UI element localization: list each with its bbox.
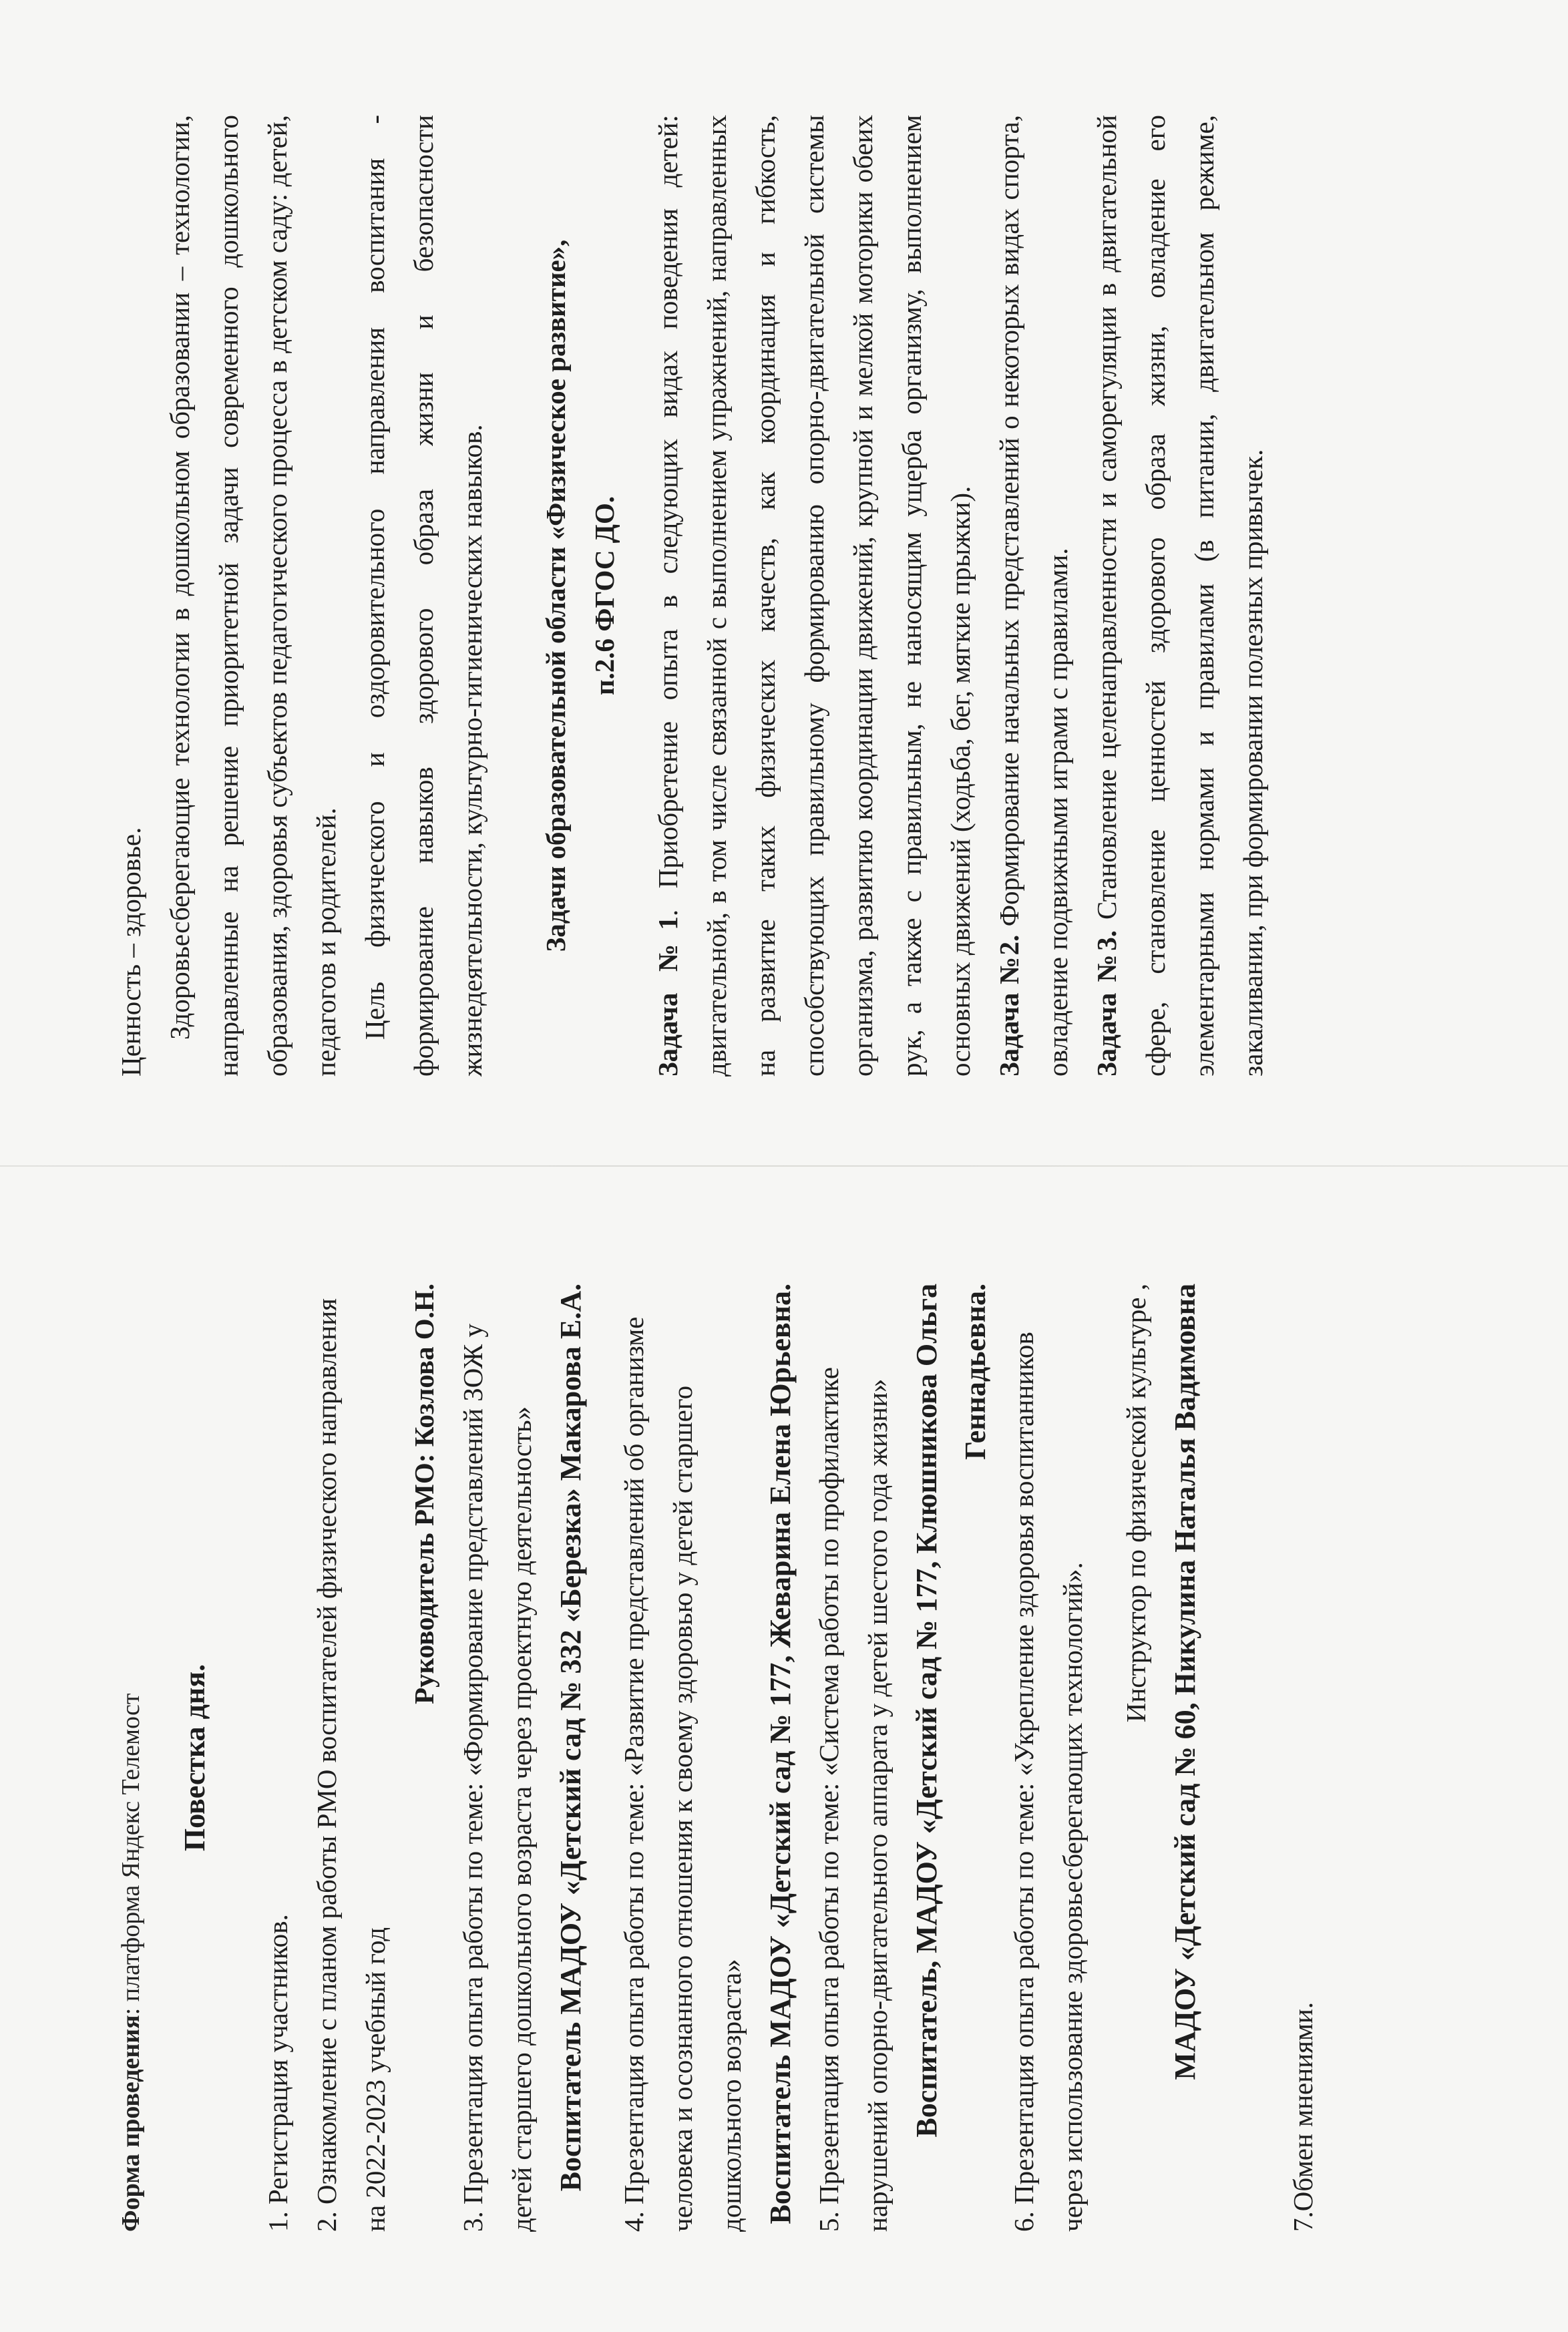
agenda-item-4: 4. Презентация опыта работы по теме: «Развитие представлений об организме человека и осознанного отношения к своему здоровью у детей старшего дошкольного возраста» (618, 1316, 747, 2232)
agenda-item-5: 5. Презентация опыта работы по теме: «Система работы по профилактике нарушений опорно-двигательного аппарата у детей шестого года жизни» (813, 1366, 893, 2232)
agenda-item-1: 1. Регистрация участников. (262, 1914, 293, 2232)
agenda-panel (107, 1284, 1328, 2232)
tasks-title-line-1: Задачи образовательной области «Физическое развитие», (540, 239, 571, 952)
tasks-title-line-2: п.2.6 ФГОС ДО. (589, 496, 620, 696)
task-3-label: Задача №3. (1091, 930, 1122, 1077)
task-1 (644, 115, 985, 1077)
agenda-item-6-speaker: МАДОУ «Детский сад № 60, Никулина Наталья Вадимовна (1169, 1284, 1201, 2080)
task-2 (985, 115, 1083, 1077)
agenda-item-3: 3. Презентация опыта работы по теме: «Формирование представлений ЗОЖ у детей старшего дошкольного возраста через проектную деятельность» (457, 1324, 537, 2232)
task-3-text: Становление целенаправленности и саморегуляции в двигательной сфере, становление ценностей здорового образа жизни, овладение его элементарными нормами и правилами (в питании, двигательном режиме, закаливании, при формировании полезных привычек. (1091, 115, 1268, 1077)
paragraph-goal: Цель физического и оздоровительного направления воспитания - формирование навыков здорового образа жизни и безопасности жизнедеятельности, культурно-гигиенических навыков. (359, 115, 487, 1077)
leader-name: : Козлова О.Н. (409, 1284, 439, 1463)
value-line: Ценность – здоровье. (116, 827, 146, 1077)
format-label: Форма проведения (117, 2015, 145, 2232)
task-1-text: . Приобретение опыта в следующих видах поведения детей: двигательной, в том числе связанной с выполнением упражнений, направленных на развитие таких физических качеств, как координация и гибкость, способствующих правильному формированию опорно-двигательной системы организма, развитию координации движений, крупной и мелкой моторики обеих рук, а также с правильным, не наносящим ущерба организму, выполнением основных движений (ходьба, бег, мягкие прыжки). (652, 114, 976, 1077)
agenda-item-6: 6. Презентация опыта работы по теме: «Укрепление здоровья воспитанников через использование здоровьесберегающих технологий». (1008, 1332, 1088, 2232)
format-line (107, 1284, 156, 2232)
agenda-item-6-role: Инструктор по физической культуре , (1121, 1284, 1151, 1723)
agenda-item-2-leader (400, 1284, 449, 2232)
fold-line (0, 1165, 1568, 1167)
paragraph-technologies: Здоровьесберегающие технологии в дошкольном образовании – технологии, направленные на решение приоритетной задачи современного дошкольного образования, здоровья субъектов педагогического процесса в детском саду: детей, педагогов и родителей. (164, 115, 341, 1077)
tasks-panel (107, 115, 1278, 1077)
agenda-item-2: 2. Ознакомление с планом работы РМО воспитателей физического направления на 2022-2023 учебный год (311, 1298, 391, 2232)
agenda-item-7: 7.Обмен мнениями. (1288, 2001, 1318, 2232)
agenda-item-3-speaker: Воспитатель МАДОУ «Детский сад № 332 «Березка» Макарова Е.А. (554, 1284, 587, 2192)
task-2-text: Формирование начальных представлений о некоторых видах спорта, овладение подвижными играми с правилами. (994, 115, 1073, 1077)
agenda-item-5-speaker: Воспитатель, МАДОУ «Детский сад № 177, Клюшникова Ольга Геннадьевна. (910, 1284, 992, 2138)
format-value: : платформа Яндекс Телемост (117, 1693, 145, 2015)
leader-label: Руководитель РМО (409, 1463, 439, 1705)
agenda-title: Повестка дня. (178, 1664, 211, 1852)
task-3 (1083, 115, 1278, 1077)
task-2-label: Задача №2. (994, 934, 1024, 1077)
agenda-item-4-speaker: Воспитатель МАДОУ «Детский сад № 177, Жеварина Елена Юрьевна. (764, 1284, 797, 2224)
task-1-label: Задача №1 (652, 916, 683, 1077)
